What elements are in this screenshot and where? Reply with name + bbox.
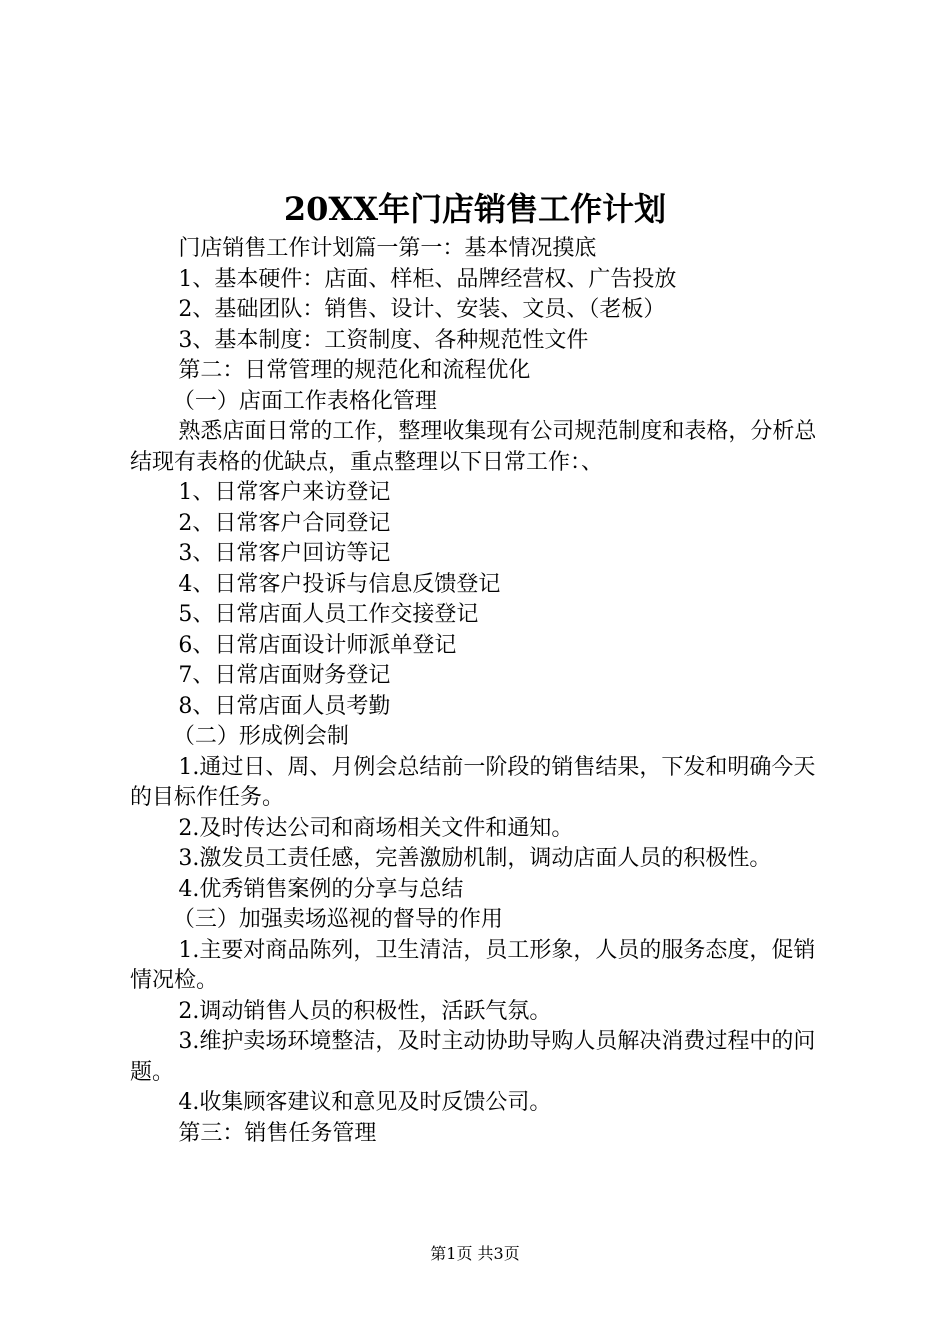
paragraph: 1.通过日、周、月例会总结前一阶段的销售结果，下发和明确今天的目标作任务。: [130, 754, 816, 810]
paragraph: 1、基本硬件：店面、样柜、品牌经营权、广告投放: [178, 266, 677, 292]
paragraph: 3、基本制度：工资制度、各种规范性文件: [178, 327, 589, 353]
paragraph: 3.维护卖场环境整洁，及时主动协助导购人员解决消费过程中的问题。: [130, 1029, 816, 1085]
paragraph: 熟悉店面日常的工作，整理收集现有公司规范制度和表格，分析总结现有表格的优缺点，重点整理以下日常工作：、: [130, 419, 817, 475]
list-item: 8、日常店面人员考勤: [178, 693, 391, 719]
paragraph: 2.及时传达公司和商场相关文件和通知。: [178, 815, 574, 841]
document-body: [130, 234, 830, 1149]
page-number: 第1页 共3页: [430, 1244, 520, 1263]
paragraph: 3.激发员工责任感，完善激励机制，调动店面人员的积极性。: [178, 846, 772, 871]
section-heading: 第二：日常管理的规范化和流程优化: [178, 358, 531, 383]
paragraph: 2、基础团队：销售、设计、安装、文员、（老板）: [178, 297, 666, 322]
list-item: 2、日常客户合同登记: [178, 510, 391, 536]
document-title: 20XX年门店销售工作计划: [283, 190, 667, 228]
list-item: 5、日常店面人员工作交接登记: [178, 602, 479, 627]
subsection-heading: （一）店面工作表格化管理: [172, 388, 437, 414]
list-item: 7、日常店面财务登记: [178, 663, 391, 688]
subsection-heading: （二）形成例会制: [172, 724, 349, 749]
paragraph: 4.优秀销售案例的分享与总结: [178, 876, 464, 902]
list-item: 6、日常店面设计师派单登记: [178, 632, 457, 658]
list-item: 3、日常客户回访等记: [178, 541, 391, 566]
paragraph: 1.主要对商品陈列，卫生清洁，员工形象，人员的服务态度，促销情况检。: [130, 937, 816, 993]
paragraph: 4.收集顾客建议和意见及时反馈公司。: [178, 1090, 552, 1115]
list-item: 1、日常客户来访登记: [178, 480, 391, 505]
list-item: 4、日常客户投诉与信息反馈登记: [178, 571, 501, 597]
paragraph: 门店销售工作计划篇一第一：基本情况摸底: [178, 236, 597, 261]
subsection-heading: （三）加强卖场巡视的督导的作用: [172, 907, 503, 932]
paragraph: 2.调动销售人员的积极性，活跃气氛。: [178, 998, 552, 1024]
section-heading: 第三：销售任务管理: [178, 1120, 377, 1146]
